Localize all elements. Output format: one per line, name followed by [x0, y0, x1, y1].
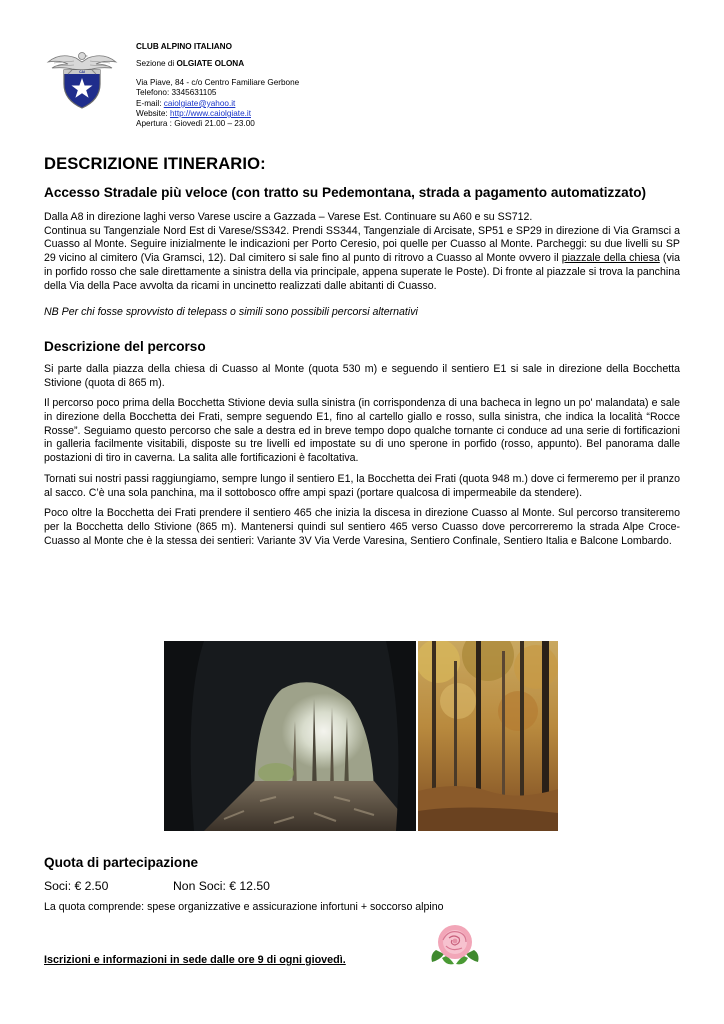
access-text-a: Continua su Tangenziale Nord Est di Varese/SS342. Prendi SS344, Tangenziale di Arcisate, SP51 e SP29 in direzione di Via Gramsci a Cuasso al Monte. Seguire inizialmente le indicazioni per Porto Ceresio, poi quelle per Cuasso al Monte. Parcheggi: su due livelli su SP 29 vicino al cimitero (Via Gramsci, 12). Dal cimitero si sale fino al punto di ritrovo a Cuasso al Monte ovvero il — [44, 224, 680, 265]
svg-text:CAI: CAI — [79, 70, 85, 75]
address: Via Piave, 84 - c/o Centro Familiare Gerbone — [136, 77, 300, 87]
email-label: E-mail: — [136, 98, 164, 108]
section-prefix: Sezione di — [136, 59, 177, 69]
fees-section — [44, 854, 680, 915]
route-paragraph-1: Si parte dalla piazza della chiesa di Cuasso al Monte (quota 530 m) e seguendo il sentiero E1 si sale in direzione della Bocchetta Stivione (quota di 865 m). — [44, 362, 680, 389]
email-line — [136, 99, 299, 109]
access-heading: Accesso Stradale più veloce (con tratto su Pedemontana, strada a pagamento automatizzato) — [44, 185, 647, 200]
fees-heading: Quota di partecipazione — [44, 855, 199, 870]
phone: Telefono: 3345631105 — [136, 88, 217, 98]
club-name: CLUB ALPINO ITALIANO — [136, 42, 232, 51]
rose-icon — [428, 920, 482, 968]
website-line — [136, 109, 299, 119]
access-text-b: (via in porfido rosso che sale direttamente a sinistra della via principale, appena superate le Poste). Di fronte al piazzale si trova la panchina della Via della Pace avvolta da ricami in uncinetto realizzati dalle abitanti di Cuasso. — [44, 252, 681, 292]
route-paragraph-2: Il percorso poco prima della Bocchetta Stivione devia sulla sinistra (in corrispondenza di una bacheca in legno un po' malandata) e sale in direzione della Bocchetta dei Frati, sempre seguendo E1, fino al cartello giallo e rosso, sulla sinistra, che indica la località “Rocce Rosse”. Seguiamo questo percorso che sale a destra ed in breve tempo dopo qualche tornante ci conduce ad una serie di fortificazioni in galleria facilmente visitabili, disposte su tre livelli ed impostate su di uno sperone in porfido (rosso, appunto). Bel panorama dalle postazioni di tiro in caverna. La salita alle fortificazioni è facoltativa. — [44, 397, 680, 465]
section-name: OLGIATE OLONA — [176, 59, 245, 69]
route-paragraph-4: Poco oltre la Bocchetta dei Frati prendere il sentiero 465 che inizia la discesa in direzione Cuasso al Monte. Sul percorso transiteremo per la Bocchetta dello Stivione (865 m). Mantenersi quindi sul sentiero 465 verso Cuasso dove percorreremo la strada Alpe Croce-Cuasso al Monte che è la stessa dei sentieri: Variante 3V Via Verde Varesina, Sentiero Confinale, Sentiero Italia e Balcone Lombardo. — [44, 507, 680, 547]
non-members-fee: Non Soci: € 12.50 — [173, 879, 270, 893]
itinerary-content — [44, 154, 680, 548]
piazzale-link: piazzale della chiesa — [561, 252, 660, 265]
telepass-note: NB Per chi fosse sprovvisto di telepass o simili sono possibili percorsi alternativi — [44, 306, 418, 319]
website-link[interactable]: http://www.caiolgiate.it — [169, 109, 251, 119]
autumn-forest-photo — [418, 641, 558, 831]
cave-tunnel-photo — [164, 641, 416, 831]
page-title: DESCRIZIONE ITINERARIO: — [44, 154, 266, 173]
section-line — [136, 59, 299, 69]
fees-line — [44, 879, 680, 895]
letterhead — [44, 42, 444, 137]
route-paragraph-3: Tornati sui nostri passi raggiungiamo, sempre lungo il sentiero E1, la Bocchetta dei Frati (quota 948 m.) dove ci fermeremo per il pranzo al sacco. C’è una sola panchina, ma il sottobosco offre ampi spazi (portare qualcosa di impermeabile da stendere). — [44, 472, 680, 499]
fees-includes: La quota comprende: spese organizzative e assicurazione infortuni + soccorso alpino — [44, 901, 444, 913]
email-link[interactable]: caiolgiate@yahoo.it — [163, 98, 236, 108]
opening-hours: Apertura : Giovedì 21.00 – 23.00 — [136, 119, 255, 129]
cai-eagle-logo — [46, 44, 118, 112]
route-heading: Descrizione del percorso — [44, 338, 206, 354]
members-fee: Soci: € 2.50 — [44, 879, 109, 893]
registration-info: Iscrizioni e informazioni in sede dalle ore 9 di ogni giovedì. — [44, 954, 346, 966]
access-paragraph-1: Dalla A8 in direzione laghi verso Varese uscire a Gazzada – Varese Est. Continuare su A60 e su SS712. — [44, 211, 533, 223]
club-contact-block — [136, 42, 299, 130]
website-label: Website: — [136, 109, 170, 119]
access-paragraph-2 — [44, 225, 680, 294]
photo-strip — [164, 641, 558, 831]
